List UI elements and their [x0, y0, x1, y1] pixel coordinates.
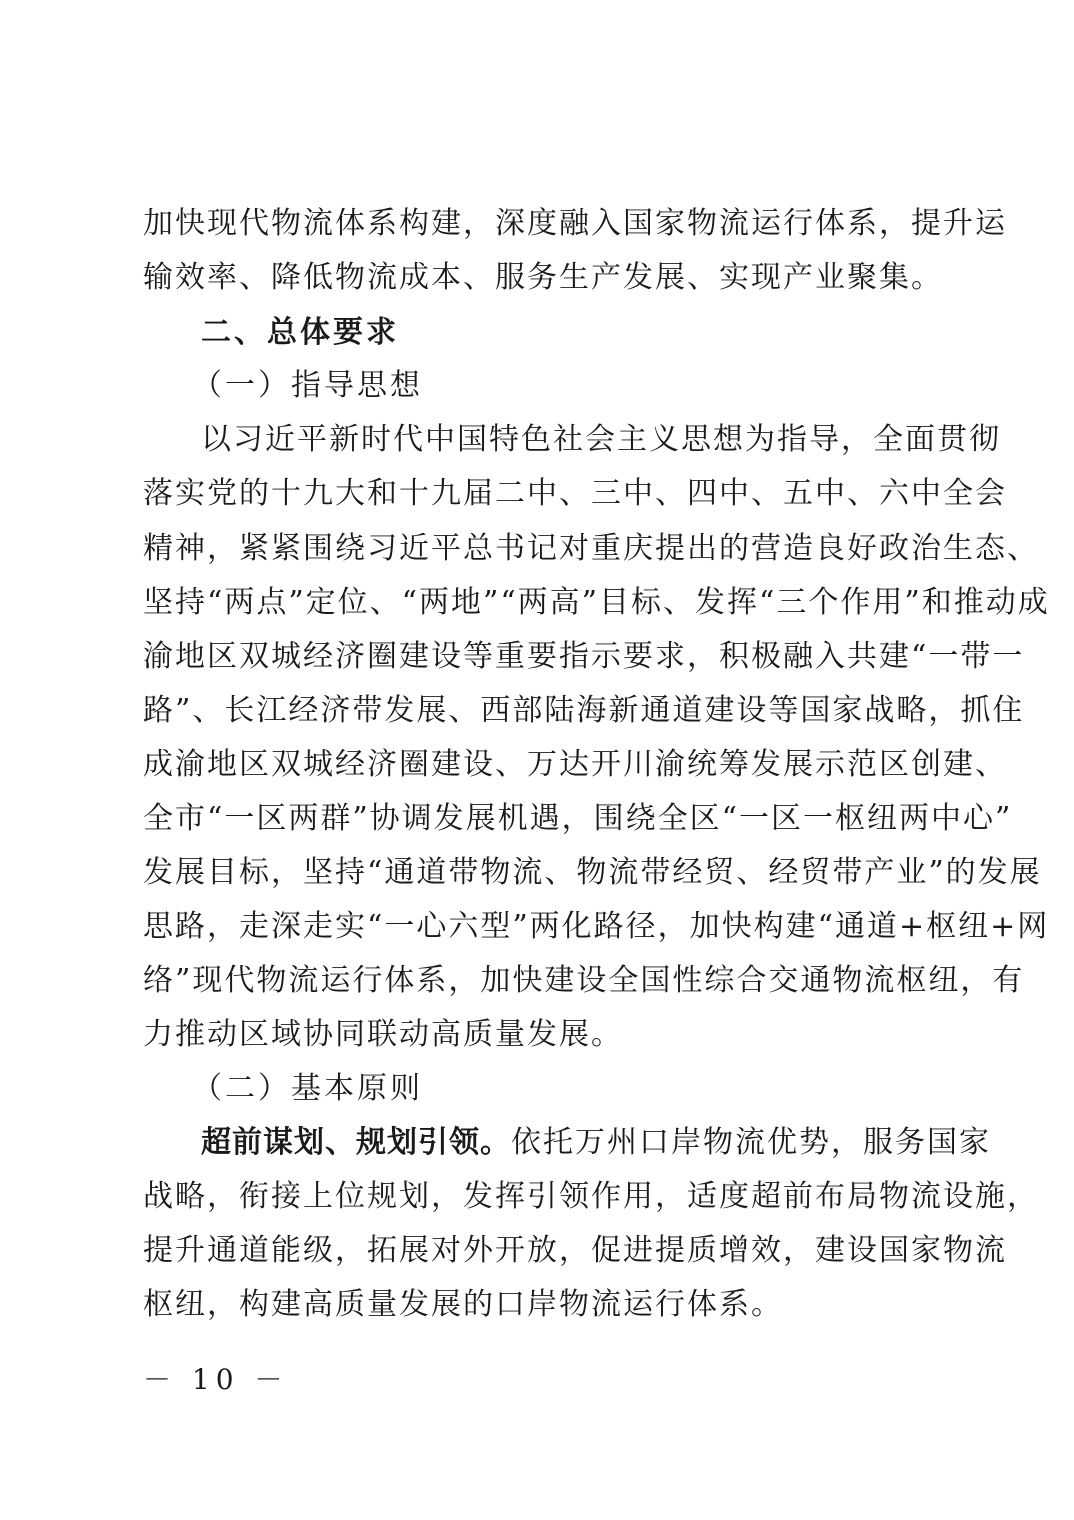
body-line: 发展目标，坚持“通道带物流、物流带经贸、经贸带产业”的发展	[143, 855, 1042, 890]
body-line: 加快现代物流体系构建，深度融入国家物流运行体系，提升运	[143, 206, 1007, 241]
body-line: 渝地区双城经济圈建设等重要指示要求，积极融入共建“一带一	[143, 639, 1025, 674]
body-line: 落实党的十九大和十九届二中、三中、四中、五中、六中全会	[143, 476, 1007, 511]
section-heading: 二、总体要求	[201, 315, 399, 350]
subsection-heading-guiding-ideology: （一）指导思想	[192, 368, 423, 403]
principle-first-line	[201, 1115, 991, 1171]
principle-first-line-text: 依托万州口岸物流优势，服务国家	[511, 1125, 991, 1160]
body-line: 思路，走深走实“一心六型”两化路径，加快构建“通道+枢纽+网	[143, 909, 1050, 944]
body-line: 战略，衔接上位规划，发挥引领作用，适度超前布局物流设施，	[143, 1179, 1039, 1214]
body-line: 全市“一区两群”协调发展机遇，围绕全区“一区一枢纽两中心”	[143, 801, 1013, 836]
body-line: 坚持“两点”定位、“两地”“两高”目标、发挥“三个作用”和推动成	[143, 585, 1050, 620]
body-line: 输效率、降低物流成本、服务生产发展、实现产业聚集。	[143, 260, 943, 295]
body-line: 以习近平新时代中国特色社会主义思想为指导，全面贯彻	[201, 422, 1001, 457]
body-line: 精神，紧紧围绕习近平总书记对重庆提出的营造良好政治生态、	[143, 531, 1039, 566]
subsection-heading-basic-principles: （二）基本原则	[192, 1071, 423, 1106]
body-line: 力推动区域协同联动高质量发展。	[143, 1017, 623, 1052]
page-number: － 10 －	[143, 1363, 289, 1396]
body-line: 络”现代物流运行体系，加快建设全国性综合交通物流枢纽，有	[143, 963, 1025, 998]
body-line: 路”、长江经济带发展、西部陆海新通道建设等国家战略，抓住	[143, 693, 1025, 728]
body-line: 成渝地区双城经济圈建设、万达开川渝统筹发展示范区创建、	[143, 747, 1007, 782]
body-line: 提升通道能级，拓展对外开放，促进提质增效，建设国家物流	[143, 1233, 1007, 1268]
principle-bold-lead: 超前谋划、规划引领。	[201, 1125, 511, 1160]
body-line: 枢纽，构建高质量发展的口岸物流运行体系。	[143, 1287, 783, 1322]
